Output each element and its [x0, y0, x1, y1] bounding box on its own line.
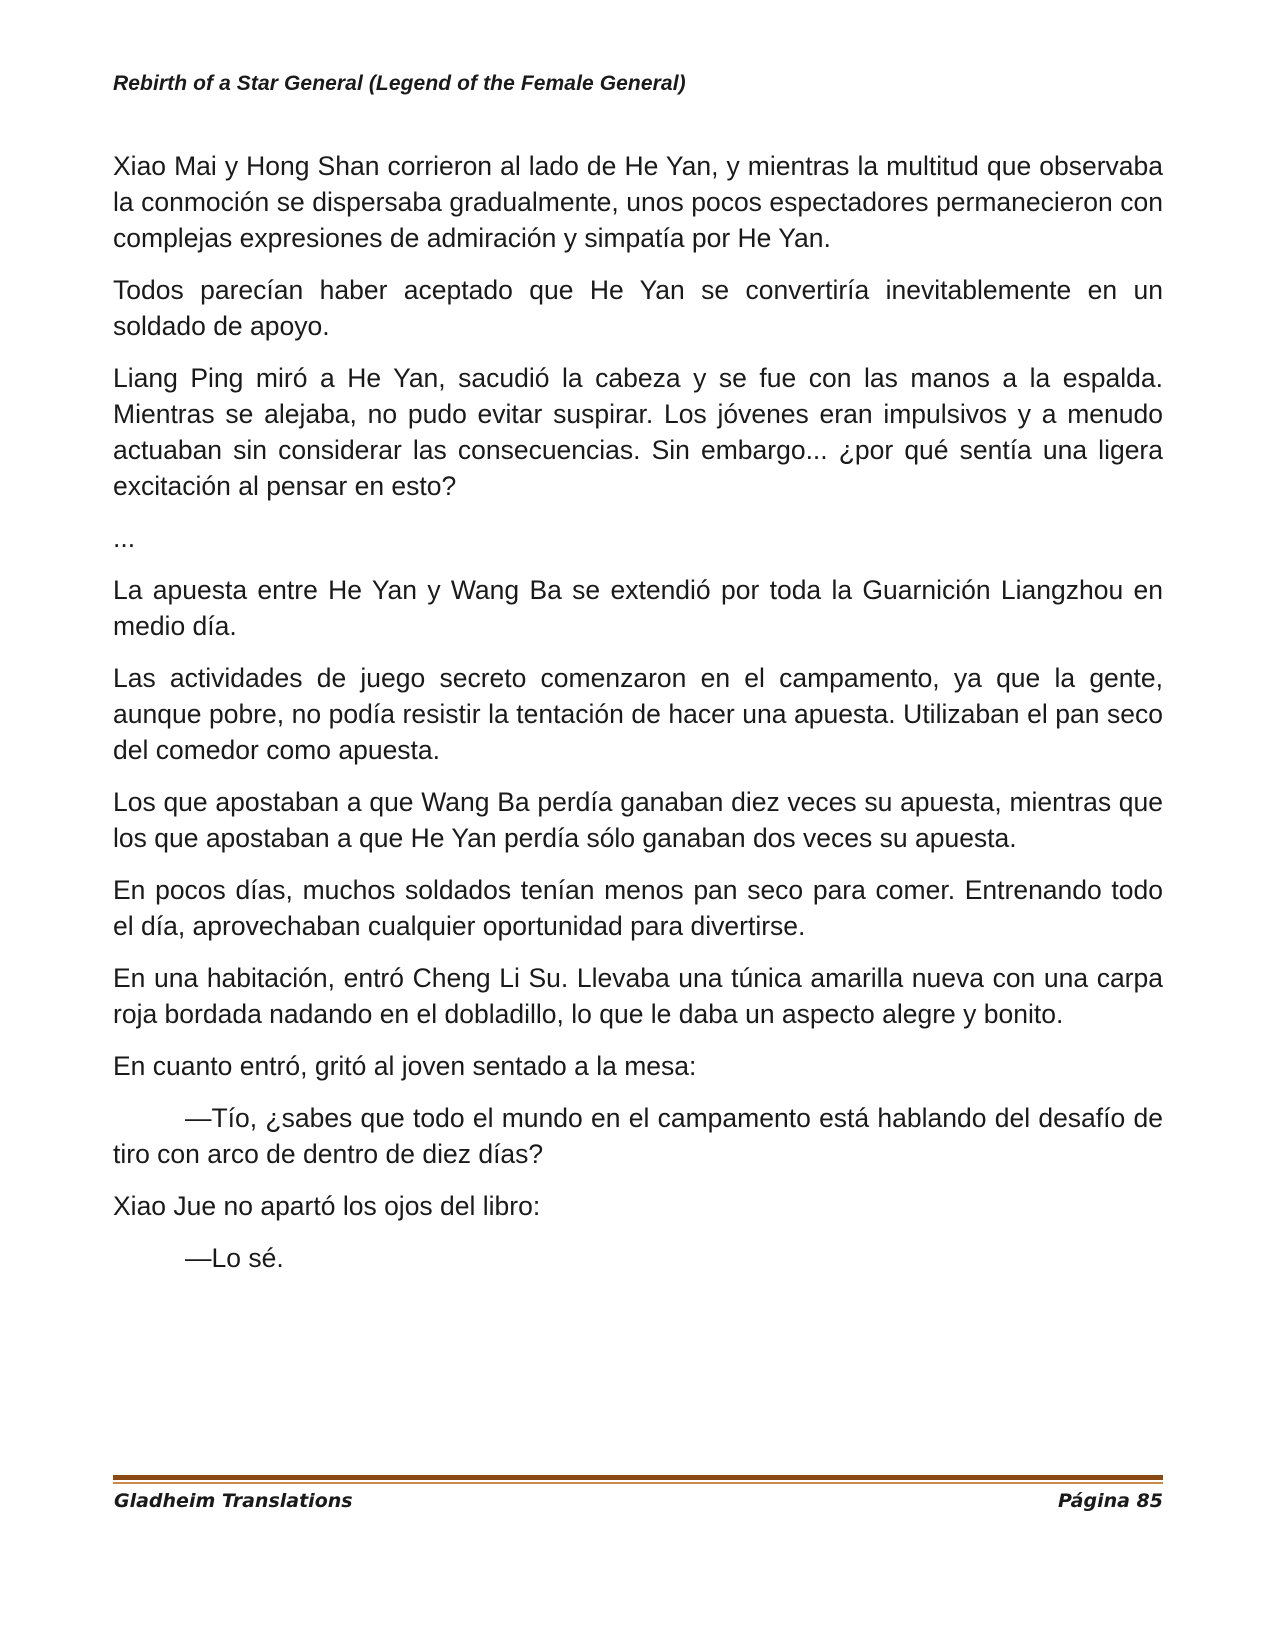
paragraph: Xiao Jue no apartó los ojos del libro: [113, 1191, 541, 1221]
paragraph: Los que apostaban a que Wang Ba perdía ganaban diez veces su apuesta, mientras que los que apostaban a que He Yan perdía sólo ganaban dos veces su apuesta. [113, 787, 1163, 853]
footer-rule [113, 1475, 1163, 1480]
dialogue-line: —Tío, ¿sabes que todo el mundo en el campamento está hablando del desafío de tiro con arco de dentro de diez días? [113, 1103, 1163, 1169]
footer-rule-thin [113, 1482, 1163, 1484]
page-number: Página 85 [1057, 1490, 1163, 1512]
paragraph: En cuanto entró, gritó al joven sentado a la mesa: [113, 1051, 697, 1081]
dialogue-line: —Lo sé. [185, 1243, 284, 1273]
footer-publisher: Gladheim Translations [114, 1490, 353, 1512]
paragraph: Xiao Mai y Hong Shan corrieron al lado de He Yan, y mientras la multitud que observaba la conmoción se dispersaba gradualmente, unos pocos espectadores permanecieron con complejas expresiones de admiración y simpatía por He Yan. [113, 151, 1163, 253]
document-body [113, 148, 1163, 1292]
paragraph: Todos parecían haber aceptado que He Yan se convertiría inevitablemente en un soldado de apoyo. [113, 275, 1163, 341]
paragraph: En una habitación, entró Cheng Li Su. Llevaba una túnica amarilla nueva con una carpa roja bordada nadando en el dobladillo, lo que le daba un aspecto alegre y bonito. [113, 963, 1163, 1029]
paragraph: Las actividades de juego secreto comenzaron en el campamento, ya que la gente, aunque pobre, no podía resistir la tentación de hacer una apuesta. Utilizaban el pan seco del comedor como apuesta. [113, 663, 1163, 765]
paragraph: Liang Ping miró a He Yan, sacudió la cabeza y se fue con las manos a la espalda. Mientras se alejaba, no pudo evitar suspirar. Los jóvenes eran impulsivos y a menudo actuaban sin considerar las consecuencias. Sin embargo... ¿por qué sentía una ligera excitación al pensar en esto? [113, 363, 1163, 501]
scene-break: ... [113, 523, 136, 553]
running-header-title: Rebirth of a Star General (Legend of the Female General) [113, 72, 686, 95]
paragraph: La apuesta entre He Yan y Wang Ba se extendió por toda la Guarnición Liangzhou en medio día. [113, 575, 1163, 641]
paragraph: En pocos días, muchos soldados tenían menos pan seco para comer. Entrenando todo el día, aprovechaban cualquier oportunidad para divertirse. [113, 875, 1163, 941]
